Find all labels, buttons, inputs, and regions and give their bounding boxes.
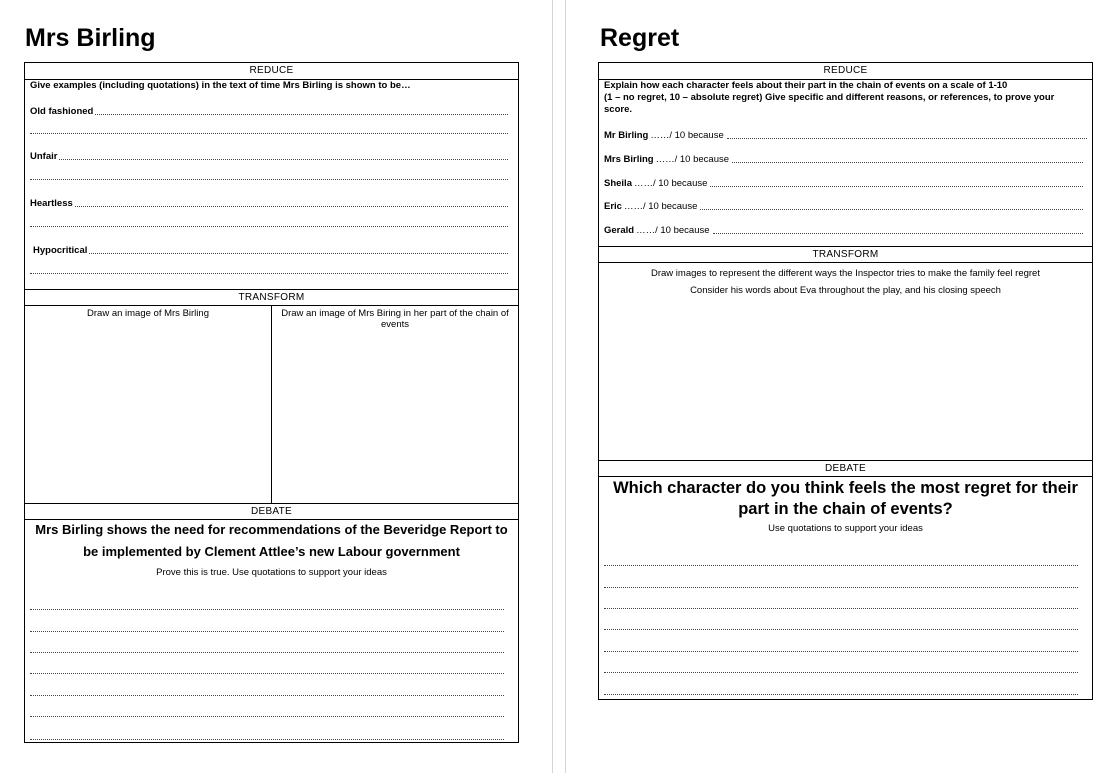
reduce-header: REDUCE [599,63,1092,80]
answer-line[interactable] [30,273,508,274]
answer-line[interactable] [30,652,504,653]
regret-row-mrs-birling[interactable]: Mrs Birling ……/ 10 because [604,151,1083,165]
answer-line[interactable] [30,179,508,180]
debate-header: DEBATE [599,460,1092,477]
answer-line[interactable] [30,673,504,674]
answer-line[interactable] [604,608,1078,609]
regret-worksheet [598,62,1093,700]
transform-prompt-line1: Draw images to represent the different ways the Inspector tries to make the family feel regret [651,268,1040,279]
draw-area-chain-of-events[interactable] [277,308,513,502]
debate-header: DEBATE [25,503,518,520]
transform-header: TRANSFORM [599,246,1092,263]
answer-line[interactable] [30,695,504,696]
transform-column-divider [271,306,272,503]
debate-question: Which character do you think feels the most regret for their part in the chain of events? [613,479,1078,518]
answer-line[interactable] [604,651,1078,652]
answer-line[interactable] [604,587,1078,588]
answer-line[interactable] [30,716,504,717]
answer-line[interactable] [604,629,1078,630]
draw-prompt-mrs-birling: Draw an image of Mrs Birling [87,308,209,319]
draw-prompt-chain-of-events: Draw an image of Mrs Biring in her part of the chain of events [281,308,509,330]
transform-header: TRANSFORM [25,289,518,306]
reduce-item-hypocritical[interactable]: Hypocritical [33,242,508,256]
reduce-item-old-fashioned[interactable]: Old fashioned [30,103,508,117]
debate-instruction: Use quotations to support your ideas [768,523,923,534]
transform-prompt-line2: Consider his words about Eva throughout the play, and his closing speech [690,285,1001,296]
draw-area-inspector[interactable] [599,265,1092,458]
regret-row-sheila[interactable]: Sheila ……/ 10 because [604,175,1083,189]
answer-line[interactable] [604,565,1078,566]
answer-line[interactable] [30,226,508,227]
page-title: Regret [600,24,680,52]
mrs-birling-worksheet [24,62,519,743]
regret-row-gerald[interactable]: Gerald ……/ 10 because [604,222,1083,236]
draw-area-mrs-birling[interactable] [25,308,271,502]
answer-line[interactable] [30,133,508,134]
debate-statement: Mrs Birling shows the need for recommendations of the Beveridge Report to be implemented by Clement Attlee’s new Labour government [35,522,508,559]
debate-instruction: Prove this is true. Use quotations to support your ideas [156,567,387,578]
reduce-item-unfair[interactable]: Unfair [30,148,508,162]
page-divider-right [565,0,566,773]
answer-line[interactable] [604,672,1078,673]
page-title: Mrs Birling [25,24,156,52]
reduce-prompt: Explain how each character feels about their part in the chain of events on a scale of 1-10 (1 – no regret, 10 – absolute regret) Give specific and different reasons, or references, to prove your score. [604,80,1055,115]
regret-row-eric[interactable]: Eric ……/ 10 because [604,198,1083,212]
page-divider-left [552,0,553,773]
reduce-item-heartless[interactable]: Heartless [30,195,508,209]
answer-line[interactable] [604,694,1078,695]
answer-line[interactable] [30,609,504,610]
answer-line[interactable] [30,739,504,740]
answer-line[interactable] [30,631,504,632]
reduce-header: REDUCE [25,63,518,80]
reduce-prompt: Give examples (including quotations) in the text of time Mrs Birling is shown to be… [30,80,411,91]
regret-row-mr-birling[interactable]: Mr Birling ……/ 10 because [604,127,1087,141]
